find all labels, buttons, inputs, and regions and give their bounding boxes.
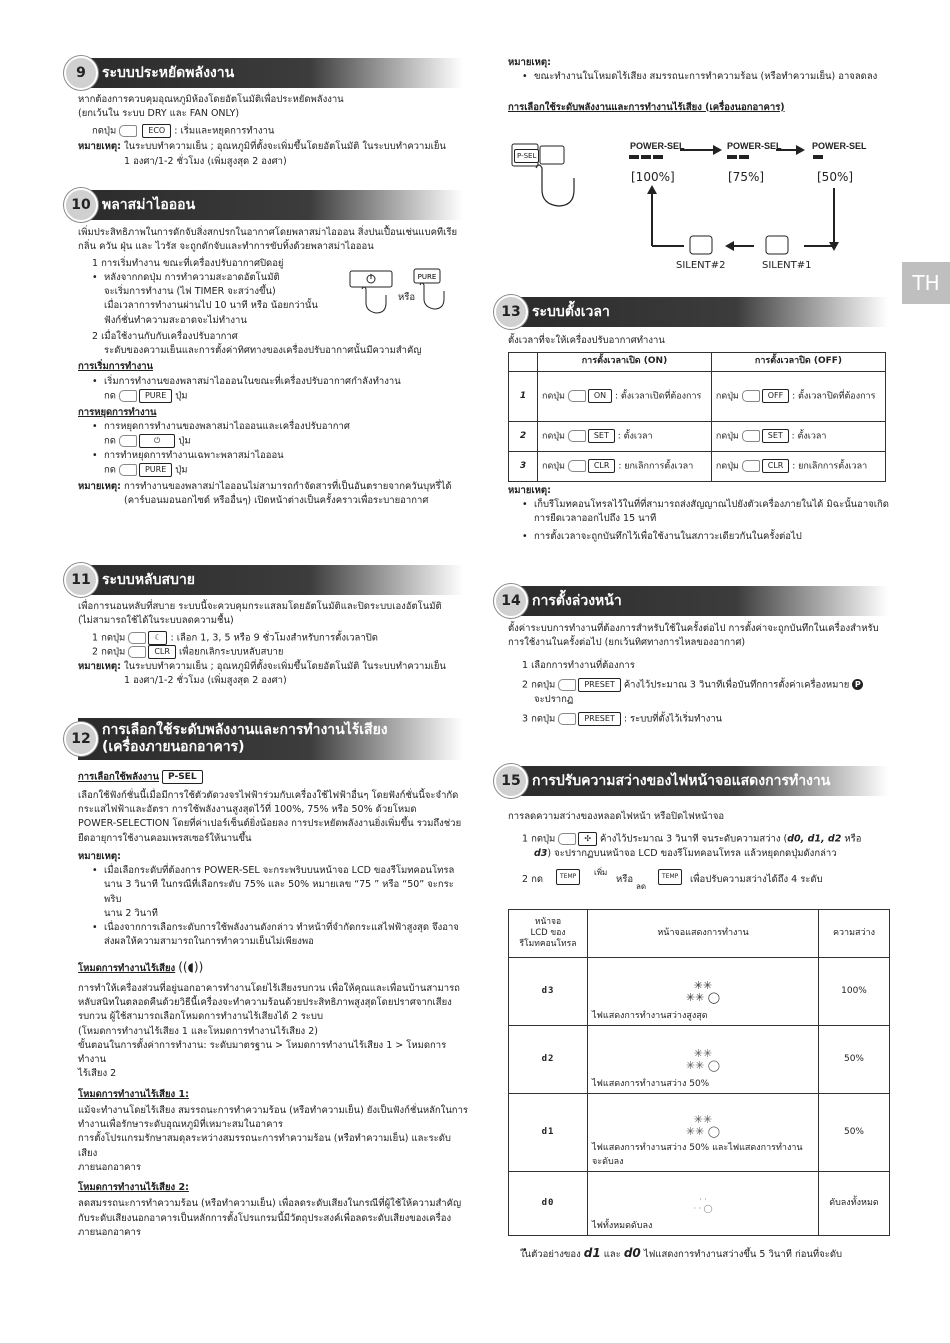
s12-m2-heading: โหมดการทำงานไร้เสียง 2: xyxy=(78,1182,189,1193)
section-9-title: ระบบประหยัดพลังงาน xyxy=(102,64,235,81)
power-key xyxy=(139,434,175,448)
s9-note2: 1 องศา/1-2 ชั่วโมง (เพิ่มสูงสุด 2 องศา) xyxy=(124,155,287,167)
s15-down: ลด xyxy=(636,882,647,892)
s10-stop-b1: • การหยุดการทำงานของพลาสม่าไอออนและเครื่องปรับอากาศ xyxy=(78,420,468,434)
s10-note-label: หมายเหตุ: xyxy=(78,480,121,492)
timer-off-text: : ยกเลิกการตั้งเวลา xyxy=(792,461,868,472)
s11-note xyxy=(78,660,468,674)
fan-key xyxy=(578,832,597,846)
timer-press: กดปุ่ม xyxy=(542,391,565,402)
s9-note1: ในระบบทำความเย็น ; อุณหภูมิที่ตั้งจะเพิ่มขึ้นโดยอัตโนมัติ ในระบบทำความเย็น xyxy=(123,141,446,153)
s10-stop-press2 xyxy=(78,463,468,478)
s10-start-press xyxy=(78,389,468,404)
display-cell xyxy=(588,1094,819,1172)
silent-mode-icon: ((◖)) xyxy=(178,959,204,974)
display-desc: ไฟทั้งหมดดับลง xyxy=(592,1220,653,1231)
psel-key: P-SEL xyxy=(162,770,203,784)
hand-pointer-icon xyxy=(119,390,137,402)
s10-note1: การทำงานของพลาสม่าไอออนไม่สามารถกำจัดสารที่เป็นอันตรายจากควันบุหรี่ได้ xyxy=(123,480,452,492)
s12-m2a: ลดสมรรถนะการทำความร้อน (หรือทำความเย็น) เพื่อลดระดับเสียงในกรณีที่ผู้ใช้ให้ความสำคัญ xyxy=(78,1198,462,1210)
lcd-code: d0 xyxy=(509,1172,588,1236)
s15-foot-c: ไฟแสดงการทำงานสว่างขึ้น 5 วินาที ก่อนที่จะดับ xyxy=(643,1249,843,1261)
pure-key: PURE xyxy=(139,463,172,477)
clr-key: CLR xyxy=(148,645,176,659)
s9-press-line xyxy=(78,124,468,139)
s15-i1e: ) จะปรากฏบนหน้าจอ LCD ของรีโมทคอนโทรล แล้วหยุดกดปุ่มดังกล่าว xyxy=(547,848,837,859)
brightness-level: ดับลงทั้งหมด xyxy=(819,1172,890,1236)
s12-m1-heading: โหมดการทำงานไร้เสียง 1: xyxy=(78,1088,189,1100)
clr-key: CLR xyxy=(588,459,616,473)
s15-up: เพิ่ม xyxy=(594,868,608,878)
hand-pointer-icon xyxy=(568,460,586,472)
s15-i1 xyxy=(508,832,893,847)
section-12-number: 12 xyxy=(64,722,98,756)
timer-on-text: : ตั้งเวลาเปิดที่ต้องการ xyxy=(614,391,702,402)
s12-n1a: • เมื่อเลือกระดับที่ต้องการ POWER-SEL จะกระพริบบนหน้าจอ LCD ของรีโมทคอนโทรล xyxy=(78,864,468,878)
s15-intro: การลดความสว่างของหลอดไฟหน้า หรือปิดไฟหน้าจอ xyxy=(508,811,725,822)
s14-i2a: 2 กดปุ่ม xyxy=(522,679,556,691)
s10-press-word: กด xyxy=(104,464,116,476)
s10-stop-press1 xyxy=(78,434,468,449)
section-9-number: 9 xyxy=(64,56,98,90)
timer-off-cell xyxy=(711,421,885,451)
brightness-level: 50% xyxy=(819,1094,890,1172)
timer-on-cell xyxy=(538,421,712,451)
s12-m1c: การตั้งโปรแกรมรักษาสมดุลระหว่างสมรรถนะการทำความร้อน (หรือทำความเย็น) และระดับเสียง xyxy=(78,1133,451,1159)
s12-p3: POWER-SELECTION โดยที่ค่าเปอร์เซ็นต์ยิ่งน้อยลง การประหยัดพลังงานยิ่งเพิ่มขึ้น รวมถึงช่วย xyxy=(78,818,462,830)
timer-row-num: 3 xyxy=(509,451,538,481)
power-100: [100%] xyxy=(631,170,675,184)
s12-m2b: กับระดับเสียงนอกอาคารเป็นหลักการตั้งโปรแกรมนี้มีวัตถุประสงค์เพื่อลดระดับเสียงของเครื่อง xyxy=(78,1212,452,1224)
table-row xyxy=(509,1172,890,1236)
table-row xyxy=(509,958,890,1026)
svg-text:PURE: PURE xyxy=(417,272,437,281)
s12-n2b: ส่งผลให้ความสามารถในการทำความเย็นไม่เพียงพอ xyxy=(104,936,314,948)
s15-i2b: เพื่อปรับความสว่างได้ถึง 4 ระดับ xyxy=(690,874,823,886)
s12-n2a: • เนื่องจากการเลือกระดับการใช้พลังงานดังกล่าว ทำหน้าที่จำกัดกระแสไฟฟ้าสูงสุด จึงอาจ xyxy=(78,921,468,935)
power-75: [75%] xyxy=(728,170,765,184)
power-sel-50-label: POWER-SEL xyxy=(812,141,867,151)
hand-pointer-icon xyxy=(742,430,760,442)
table-row xyxy=(509,371,886,421)
preset-p-icon: P xyxy=(852,679,863,690)
clr-key: CLR xyxy=(762,459,790,473)
s10-i1b2: จะเริ่มการทำงาน (ไฟ TIMER จะสว่างขึ้น) xyxy=(104,286,276,297)
brightness-header-lcd xyxy=(509,910,588,958)
section-15-header xyxy=(501,766,888,796)
section-11-body xyxy=(78,600,468,689)
section-9-body xyxy=(78,93,468,169)
s14-p1: ตั้งค่าระบบการทำงานที่ต้องการสำหรับใช้ในครั้งต่อไป การตั้งค่าจะถูกบันทึกในเครื่องสำหรับ xyxy=(508,623,879,634)
display-lights-half-icon: ✳✳ ✳✳ ◯ xyxy=(685,1046,721,1072)
s11-p2: (ไม่สามารถใช้ได้ในระบบลดความชื้น) xyxy=(78,615,234,627)
s12-psel-heading: การเลือกใช้พลังงาน xyxy=(78,771,159,783)
s11-i2b: เพื่อยกเลิกระบบหลับสบาย xyxy=(178,646,284,658)
power-sel-diagram-svg xyxy=(508,138,893,278)
s13-intro: ตั้งเวลาที่จะให้เครื่องปรับอากาศทำงาน xyxy=(508,335,665,346)
s14-i3 xyxy=(508,712,893,727)
timer-off-text: : ตั้งเวลาปิดที่ต้องการ xyxy=(792,391,876,402)
preset-key: PRESET xyxy=(578,678,620,692)
timer-header-on: การตั้งเวลาเปิด (ON) xyxy=(538,353,712,372)
s11-i2a: 2 กดปุ่ม xyxy=(92,646,126,658)
timer-press: กดปุ่ม xyxy=(542,461,565,472)
s12-silent-heading: โหมดการทำงานไร้เสียง xyxy=(78,962,176,974)
lcd-code: d3 xyxy=(509,958,588,1026)
section-11-title: ระบบหลับสบาย xyxy=(102,571,196,588)
s11-note-label: หมายเหตุ: xyxy=(78,661,121,672)
brightness-header-level: ความสว่าง xyxy=(819,910,890,958)
rtop-note-label: หมายเหตุ: xyxy=(508,57,551,68)
temp-up-key: TEMP xyxy=(556,869,580,885)
s11-i1b: : เลือก 1, 3, 5 หรือ 9 ชั่วโมงสำหรับการตั้งเวลาปิด xyxy=(170,632,378,643)
rtop-note: • ขณะทำงานในโหมดไร้เสียง สมรรถนะการทำความร้อน (หรือทำความเย็น) อาจลดลง xyxy=(508,70,893,84)
s12-s2: หลับสนิทในตลอดคืนด้วยวิธีนี้เครื่องจะทำความร้อนด้วยประสิทธิภาพสูงสุดโดยปราศจากเสียง xyxy=(78,997,452,1008)
hand-pointer-icon xyxy=(558,679,576,691)
s12-title2: (เครื่องภายนอกอาคาร) xyxy=(102,739,245,755)
s10-p2: กลิ่น ควัน ฝุ่น และ ไวรัส จะถูกดักจับและทำการขับทิ้งด้วยพลาสม่าไอออน xyxy=(78,241,374,253)
brightness-header-display: หน้าจอแสดงการทำงาน xyxy=(588,910,819,958)
s11-i2 xyxy=(78,645,468,660)
h-lcd1: หน้าจอ xyxy=(534,917,562,928)
s10-stop-b2: • การทำหยุดการทำงานเฉพาะพลาสม่าไอออน xyxy=(78,449,468,463)
display-lights-half-off-icon: ✳✳ ✳✳ ◯ xyxy=(685,1113,721,1139)
s15-i1c: หรือ xyxy=(844,833,862,845)
section-10-title: พลาสม่าไอออน xyxy=(102,196,196,213)
s12-s5: ขั้นตอนในการตั้งค่าการทำงาน: ระดับมาตรฐาน > โหมดการทำงานไร้เสียง 1 > โหมดการทำงาน xyxy=(78,1039,447,1065)
s10-btn-word: ปุ่ม xyxy=(178,435,191,447)
section-14-title: การตั้งล่วงหน้า xyxy=(532,592,622,609)
s14-i3b: : ระบบที่ตั้งไว้เริ่มทำงาน xyxy=(623,713,723,725)
s11-i1 xyxy=(78,631,468,646)
hand-pointer-icon xyxy=(119,435,137,447)
section-10-number: 10 xyxy=(64,188,98,222)
s12-s1: การทำให้เครื่องส่วนที่อยู่นอกอาคารทำงานโดยไร้เสียงรบกวน เพื่อให้คุณและเพื่อนบ้านสามารถ xyxy=(78,982,460,994)
s10-press-word: กด xyxy=(104,435,116,447)
s11-note1: ในระบบทำความเย็น ; อุณหภูมิที่ตั้งจะเพิ่มขึ้นโดยอัตโนมัติ ในระบบทำความเย็น xyxy=(123,661,446,672)
table-row xyxy=(509,451,886,481)
timer-press: กดปุ่ม xyxy=(715,461,739,472)
section-14-number: 14 xyxy=(494,584,528,618)
rtop-diagram-heading: การเลือกใช้ระดับพลังงานและการทำงานไร้เสียง (เครื่องนอกอาคาร) xyxy=(508,101,785,113)
display-desc2: จะดับลง xyxy=(592,1156,624,1167)
silent-note-block xyxy=(508,56,893,115)
s9-note xyxy=(78,140,468,154)
section-10-body xyxy=(78,226,468,508)
s12-m1d: ภายนอกอาคาร xyxy=(78,1161,141,1173)
timer-header-off: การตั้งเวลาปิด (OFF) xyxy=(711,353,885,372)
s15-footnote xyxy=(508,1244,893,1262)
s10-note xyxy=(78,480,468,494)
s10-p1: เพิ่มประสิทธิภาพในการดักจับสิ่งสกปรกในอากาศโดยพลาสม่าไอออน สิ่งปนเปื้อนเช่นแบคทีเรีย xyxy=(78,227,458,238)
hand-pointer-icon xyxy=(128,632,146,644)
s12-s6: ไร้เสียง 2 xyxy=(78,1068,117,1080)
display-cell xyxy=(588,1172,819,1236)
s15-or: หรือ xyxy=(616,874,634,886)
s10-start-heading: การเริ่มการทำงาน xyxy=(78,361,154,373)
s10-i2b: ระดับของความเย็นและการตั้งค่าทิศทางของเครื่องปรับอากาศนั้นมีความสำคัญ xyxy=(104,345,422,356)
s10-i1b3: เมื่อเวลาการทำงานผ่านไป 10 นาที หรือ น้อยกว่านั้น xyxy=(104,300,318,312)
sleep-key xyxy=(148,631,167,645)
s10-i1b4: ฟังก์ชั่นทำความสะอาดจะไม่ทำงาน xyxy=(104,314,247,326)
s14-i2 xyxy=(508,678,893,693)
s15-i1b: ค้างไว้ประมาณ 3 วินาที จนระดับความสว่าง ( xyxy=(600,833,788,845)
s14-i2c: จะปรากฏ xyxy=(534,693,574,705)
s10-btn-word: ปุ่ม xyxy=(175,390,188,402)
timer-table xyxy=(508,352,886,482)
s13-n2: • การตั้งเวลาจะถูกบันทึกไว้เพื่อใช้งานในสภาวะเดียวกันในครั้งต่อไป xyxy=(508,530,893,544)
s12-silent-heading-line xyxy=(78,958,468,976)
lcd-code: d2 xyxy=(509,1026,588,1094)
s12-psel-heading-line xyxy=(78,770,468,785)
s10-start-bullet: • เริ่มการทำงานของพลาสม่าไอออนในขณะที่เครื่องปรับอากาศกำลังทำงาน xyxy=(78,375,468,389)
brightness-table xyxy=(508,909,890,1236)
set-key: SET xyxy=(762,429,789,443)
temp-down-key: TEMP xyxy=(658,869,682,885)
section-12-title xyxy=(78,722,388,756)
s15-i2a: 2 กด xyxy=(522,874,543,886)
display-desc: ไฟแสดงการทำงานสว่าง 50% xyxy=(592,1078,710,1089)
timer-press: กดปุ่ม xyxy=(715,391,739,402)
pure-key: PURE xyxy=(139,389,172,403)
fan-icon: ✣ xyxy=(584,834,592,844)
timer-row-num: 1 xyxy=(509,371,538,421)
silent-1-label: SILENT#1 xyxy=(762,260,812,271)
timer-on-cell xyxy=(538,371,712,421)
power-sel-100-label: POWER-SEL xyxy=(630,141,685,151)
power-sel-75-label: POWER-SEL xyxy=(727,141,782,151)
s10-btn-word: ปุ่ม xyxy=(175,464,188,476)
section-12-header xyxy=(71,718,463,760)
display-cell xyxy=(588,1026,819,1094)
s10-press-word: กด xyxy=(104,390,116,402)
s15-i1a: 1 กดปุ่ม xyxy=(522,833,556,845)
s14-i2b: ค้างไว้ประมาณ 3 วินาทีเพื่อบันทึกการตั้งค่าเครื่องหมาย xyxy=(623,679,850,691)
section-12-body xyxy=(78,770,468,1240)
h-lcd3: รีโมทคอนโทรล xyxy=(519,939,577,950)
s9-note-label: หมายเหตุ: xyxy=(78,141,121,153)
section-14-body xyxy=(508,622,893,727)
section-11-number: 11 xyxy=(64,563,98,597)
set-key: SET xyxy=(588,429,615,443)
psel-button: P-SEL xyxy=(514,149,539,163)
display-desc: ไฟแสดงการทำงานสว่างสูงสุด xyxy=(592,1010,708,1021)
s15-foot-d1: d1 xyxy=(583,1246,601,1261)
s12-note-label: หมายเหตุ: xyxy=(78,850,121,862)
timer-press: กดปุ่ม xyxy=(542,431,565,442)
section-13-number: 13 xyxy=(494,295,528,329)
s12-m2c: ภายนอกอาคาร xyxy=(78,1226,141,1238)
s9-press: กดปุ่ม xyxy=(92,125,117,136)
section-9-header xyxy=(78,58,463,88)
s13-n1b: การยืดเวลาออกไปถึง 15 นาที xyxy=(534,513,657,525)
section-15-title: การปรับความสว่างของไฟหน้าจอแสดงการทำงาน xyxy=(532,772,831,789)
s11-note2: 1 องศา/1-2 ชั่วโมง (เพิ่มสูงสุด 2 องศา) xyxy=(124,675,287,687)
s14-p2: การใช้งานในครั้งต่อไป (ยกเว้นทิศทางการไหลของอากาศ) xyxy=(508,637,746,649)
section-13-title: ระบบตั้งเวลา xyxy=(532,303,610,320)
s15-foot-b: และ xyxy=(603,1249,621,1261)
on-key: ON xyxy=(588,389,612,403)
s11-i1a: 1 กดปุ่ม xyxy=(92,632,126,643)
power-sel-diagram xyxy=(508,138,893,278)
lcd-code: d1 xyxy=(509,1094,588,1172)
display-lights-off-icon: · · · · ◯ xyxy=(693,1194,713,1214)
display-lights-bright-icon: ✳✳ ✳✳ ◯ xyxy=(685,978,721,1004)
display-cell xyxy=(588,958,819,1026)
s9-p1: หากต้องการควบคุมอุณหภูมิห้องโดยอัตโนมัติเพื่อประหยัดพลังงาน xyxy=(78,94,344,105)
section-10-header xyxy=(71,190,463,220)
section-13-header xyxy=(501,297,888,327)
silent-2-label: SILENT#2 xyxy=(676,260,726,271)
hand-pointer-icon xyxy=(119,464,137,476)
section-11-header xyxy=(71,565,463,595)
off-key: OFF xyxy=(762,389,790,403)
s10-stop-heading: การหยุดการทำงาน xyxy=(78,406,157,418)
s11-p1: เพื่อการนอนหลับที่สบาย ระบบนี้จะควบคุมกระแสลมโดยอัตโนมัติและปิดระบบเองอัตโนมัติ xyxy=(78,601,442,612)
hand-pointer-icon xyxy=(742,460,760,472)
hand-pointer-icon xyxy=(742,390,760,402)
s12-p2: กระแสไฟฟ้าและอัตรา การใช้พลังงานสูงสุดไว้ที่ 100%, 75% หรือ 50% ด้วยโหมด xyxy=(78,804,417,815)
s10-i1b1: • หลังจากกดปุ่ม การทำความสะอาดอัตโนมัติ xyxy=(78,271,468,285)
s12-m1b: ทำงานเพื่อรักษาระดับอุณหภูมิที่เหมาะสมในอาคาร xyxy=(78,1119,283,1130)
timer-table-header xyxy=(509,353,886,372)
s10-note2: (คาร์บอนมอนอกไซด์ หรืออื่นๆ) เปิดหน้าต่างเป็นครั้งคราวเพื่อระบายอากาศ xyxy=(124,495,429,506)
s15-i1codes: d0, d1, d2 xyxy=(787,833,842,845)
hand-pointer-icon xyxy=(558,713,576,725)
timer-off-cell xyxy=(711,451,885,481)
hand-pointer-icon xyxy=(568,430,586,442)
s12-s4: (โหมดการทำงานไร้เสียง 1 และโหมดการทำงานไร้เสียง 2) xyxy=(78,1025,318,1037)
s15-i1d: d3 xyxy=(534,848,548,859)
brightness-table-header xyxy=(509,910,890,958)
table-row xyxy=(509,1094,890,1172)
hand-pointer-icon xyxy=(568,390,586,402)
hand-pointer-icon xyxy=(119,125,137,137)
section-15-body xyxy=(508,810,893,1263)
s10-i1-bullets xyxy=(78,271,468,328)
timer-on-text: : ตั้งเวลา xyxy=(617,431,653,442)
s13-n1a: • เก็บรีโมทคอนโทรลไว้ในที่ที่สามารถส่งสัญญาณไปยังตัวเครื่องภายในได้ มิฉะนั้นอาจเกิด xyxy=(508,498,893,512)
section-14-header xyxy=(501,586,888,616)
table-row xyxy=(509,1026,890,1094)
hand-pointer-icon xyxy=(128,646,146,658)
section-13-body xyxy=(508,334,893,544)
display-desc: ไฟแสดงการทำงานสว่าง 50% และไฟแสดงการทำงาน xyxy=(592,1143,803,1154)
s9-p2: (ยกเว้นใน ระบบ DRY และ FAN ONLY) xyxy=(78,108,240,120)
power-50: [50%] xyxy=(817,170,854,184)
section-15-number: 15 xyxy=(494,764,528,798)
power-icon: ⏻ xyxy=(153,436,161,445)
s12-n1c: นาน 2 วินาที xyxy=(104,907,158,919)
s12-title1: การเลือกใช้ระดับพลังงานและการทำงานไร้เสียง xyxy=(102,722,388,739)
sleep-icon: ☾ xyxy=(154,632,162,642)
s9-press-desc: : เริ่มและหยุดการทำงาน xyxy=(174,125,275,136)
s12-n1b: นาน 3 วินาที ในกรณีที่เลือกระดับ 75% และ 50% หมายเลข “75 ” หรือ “50” จะกระพริบ xyxy=(104,879,454,905)
timer-on-cell xyxy=(538,451,712,481)
h-lcd2: LCD ของ xyxy=(530,928,566,939)
timer-on-text: : ยกเลิกการตั้งเวลา xyxy=(618,461,694,472)
timer-press: กดปุ่ม xyxy=(715,431,739,442)
s12-p4: ยืดอายุการใช้งานคอมเพรสเซอร์ให้นานขึ้น xyxy=(78,832,252,844)
timer-off-cell xyxy=(711,371,885,421)
s10-i2a: 2 เมื่อใช้งานกับกับเครื่องปรับอากาศ xyxy=(92,330,238,342)
s10-i1: 1 การเริ่มทำงาน ขณะที่เครื่องปรับอากาศปิดอยู่ xyxy=(92,257,284,269)
s15-i1-line2 xyxy=(508,847,893,861)
s12-s3: รบกวน ผู้ใช้สามารถเลือกโหมดการทำงานไร้เสียงได้ 2 ระบบ xyxy=(78,1011,323,1023)
brightness-level: 50% xyxy=(819,1026,890,1094)
hand-pointer-icon xyxy=(558,833,576,845)
preset-key: PRESET xyxy=(578,712,620,726)
s14-i1: 1 เลือกการทำงานที่ต้องการ xyxy=(522,659,635,671)
timer-row-num: 2 xyxy=(509,421,538,451)
language-tab: TH xyxy=(902,262,950,304)
s10-or: หรือ xyxy=(398,291,416,303)
s15-foot-a: ในตัวอย่างของ xyxy=(520,1249,581,1261)
s13-note-label: หมายเหตุ: xyxy=(508,484,551,496)
s12-m1a: แม้จะทำงานโดยไร้เสียง สมรรถนะการทำความร้อน (หรือทำความเย็น) ยังเป็นฟังก์ชั่นหลักในการ xyxy=(78,1104,469,1116)
s15-foot-d0: d0 xyxy=(623,1246,641,1261)
s15-i2 xyxy=(508,869,893,895)
eco-key: ECO xyxy=(142,124,171,138)
s12-p1: เลือกใช้ฟังก์ชั่นนี้เมื่อมีการใช้ตัวตัดวงจรไฟฟ้าร่วมกับเครื่องใช้ไฟฟ้าอื่นๆ โดยฟังก์ชั่นนี้จะจำกัด xyxy=(78,789,459,801)
table-row xyxy=(509,421,886,451)
brightness-level: 100% xyxy=(819,958,890,1026)
timer-off-text: : ตั้งเวลา xyxy=(791,431,827,442)
s14-i3a: 3 กดปุ่ม xyxy=(522,713,556,725)
timer-header-blank xyxy=(509,353,538,372)
